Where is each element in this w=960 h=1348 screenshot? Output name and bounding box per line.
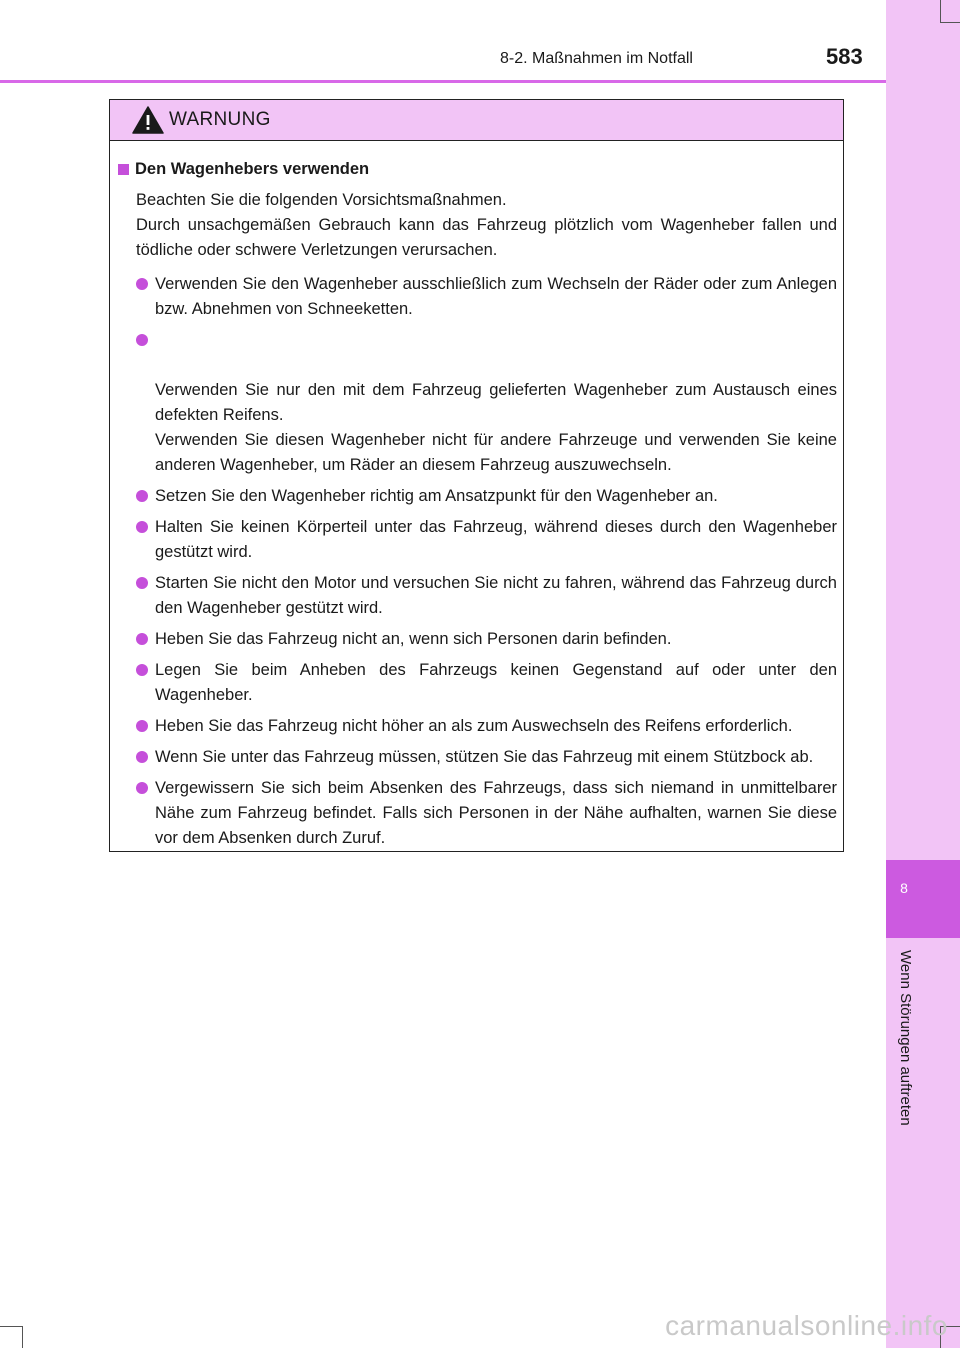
square-bullet-icon [118,164,129,175]
bullet-dot-icon [136,664,148,676]
list-item [117,776,837,851]
list-item [117,571,837,621]
warning-box [109,99,844,852]
bullet-dot-icon [136,278,148,290]
list-item [117,745,837,770]
list-item-text: Starten Sie nicht den Motor und versuchen Sie nicht zu fahren, während das Fahrzeug durch den Wagenheber gestützt wird. [155,574,837,617]
header-rule [0,80,886,83]
header-section-title: 8-2. Maßnahmen im Notfall [500,50,693,67]
chapter-title: Wenn Störungen auftreten [897,950,914,1126]
crop-mark [940,0,941,22]
bullet-dot-icon [136,490,148,502]
list-item-text: Vergewissern Sie sich beim Absenken des Fahrzeugs, dass sich niemand in unmittelbarer Nähe zum Fahrzeug befindet. Falls sich Personen in der Nähe aufhalten, warnen Sie diese vor dem Absenken durch Zuruf. [155,779,837,847]
bullet-dot-icon [136,782,148,794]
list-item-text: Heben Sie das Fahrzeug nicht an, wenn sich Personen darin befinden. [155,630,672,648]
side-tab-strip [886,0,960,1348]
chapter-number: 8 [900,880,908,896]
list-item [117,627,837,652]
list-item [117,272,837,322]
list-item [117,714,837,739]
list-item-text: Legen Sie beim Anheben des Fahrzeugs keinen Gegenstand auf oder unter den Wagenheber. [155,661,837,704]
list-item [117,658,837,708]
section-heading [117,157,837,182]
list-item [117,515,837,565]
watermark: carmanualsonline.info [665,1310,948,1341]
list-item [117,484,837,509]
bullet-dot-icon [136,521,148,533]
crop-mark [940,22,960,23]
crop-mark [0,1326,22,1327]
list-item [117,328,837,478]
warning-header [110,100,843,141]
chapter-tab [886,860,960,938]
crop-mark [22,1326,23,1348]
bullet-dot-icon [136,751,148,763]
list-item-text: Wenn Sie unter das Fahrzeug müssen, stützen Sie das Fahrzeug mit einem Stützbock ab. [155,748,814,766]
warning-title: WARNUNG [169,109,271,130]
bullet-dot-icon [136,720,148,732]
warning-triangle-icon [132,106,164,134]
list-item-text: Setzen Sie den Wagenheber richtig am Ansatzpunkt für den Wagenheber an. [155,487,718,505]
bullet-dot-icon [136,334,148,346]
warning-body [110,141,843,851]
bullet-dot-icon [136,577,148,589]
intro-text: Beachten Sie die folgenden Vorsichtsmaßnahmen. Durch unsachgemäßen Gebrauch kann das Fahrzeug plötzlich vom Wagenheber fallen und tödliche oder schwere Verletzungen verursachen. [136,191,837,259]
list-item-text: Halten Sie keinen Körperteil unter das Fahrzeug, während dieses durch den Wagenheber gestützt wird. [155,518,837,561]
section-heading-text: Den Wagenhebers verwenden [135,160,370,178]
list-item-text: Verwenden Sie den Wagenheber ausschließlich zum Wechseln der Räder oder zum Anlegen bzw. Abnehmen von Schneeketten. [155,275,837,318]
bullet-dot-icon [136,633,148,645]
page-number: 583 [826,44,863,69]
list-item-text: Heben Sie das Fahrzeug nicht höher an als zum Auswechseln des Reifens erforderlich. [155,717,793,735]
list-item-text: Verwenden Sie nur den mit dem Fahrzeug gelieferten Wagenheber zum Austausch eines defekten Reifens. Verwenden Sie diesen Wagenheber nicht für andere Fahrzeuge und verwenden Sie keine anderen Wagenheber, um Räder an diesem Fahrzeug auszuwechseln. [155,381,837,474]
